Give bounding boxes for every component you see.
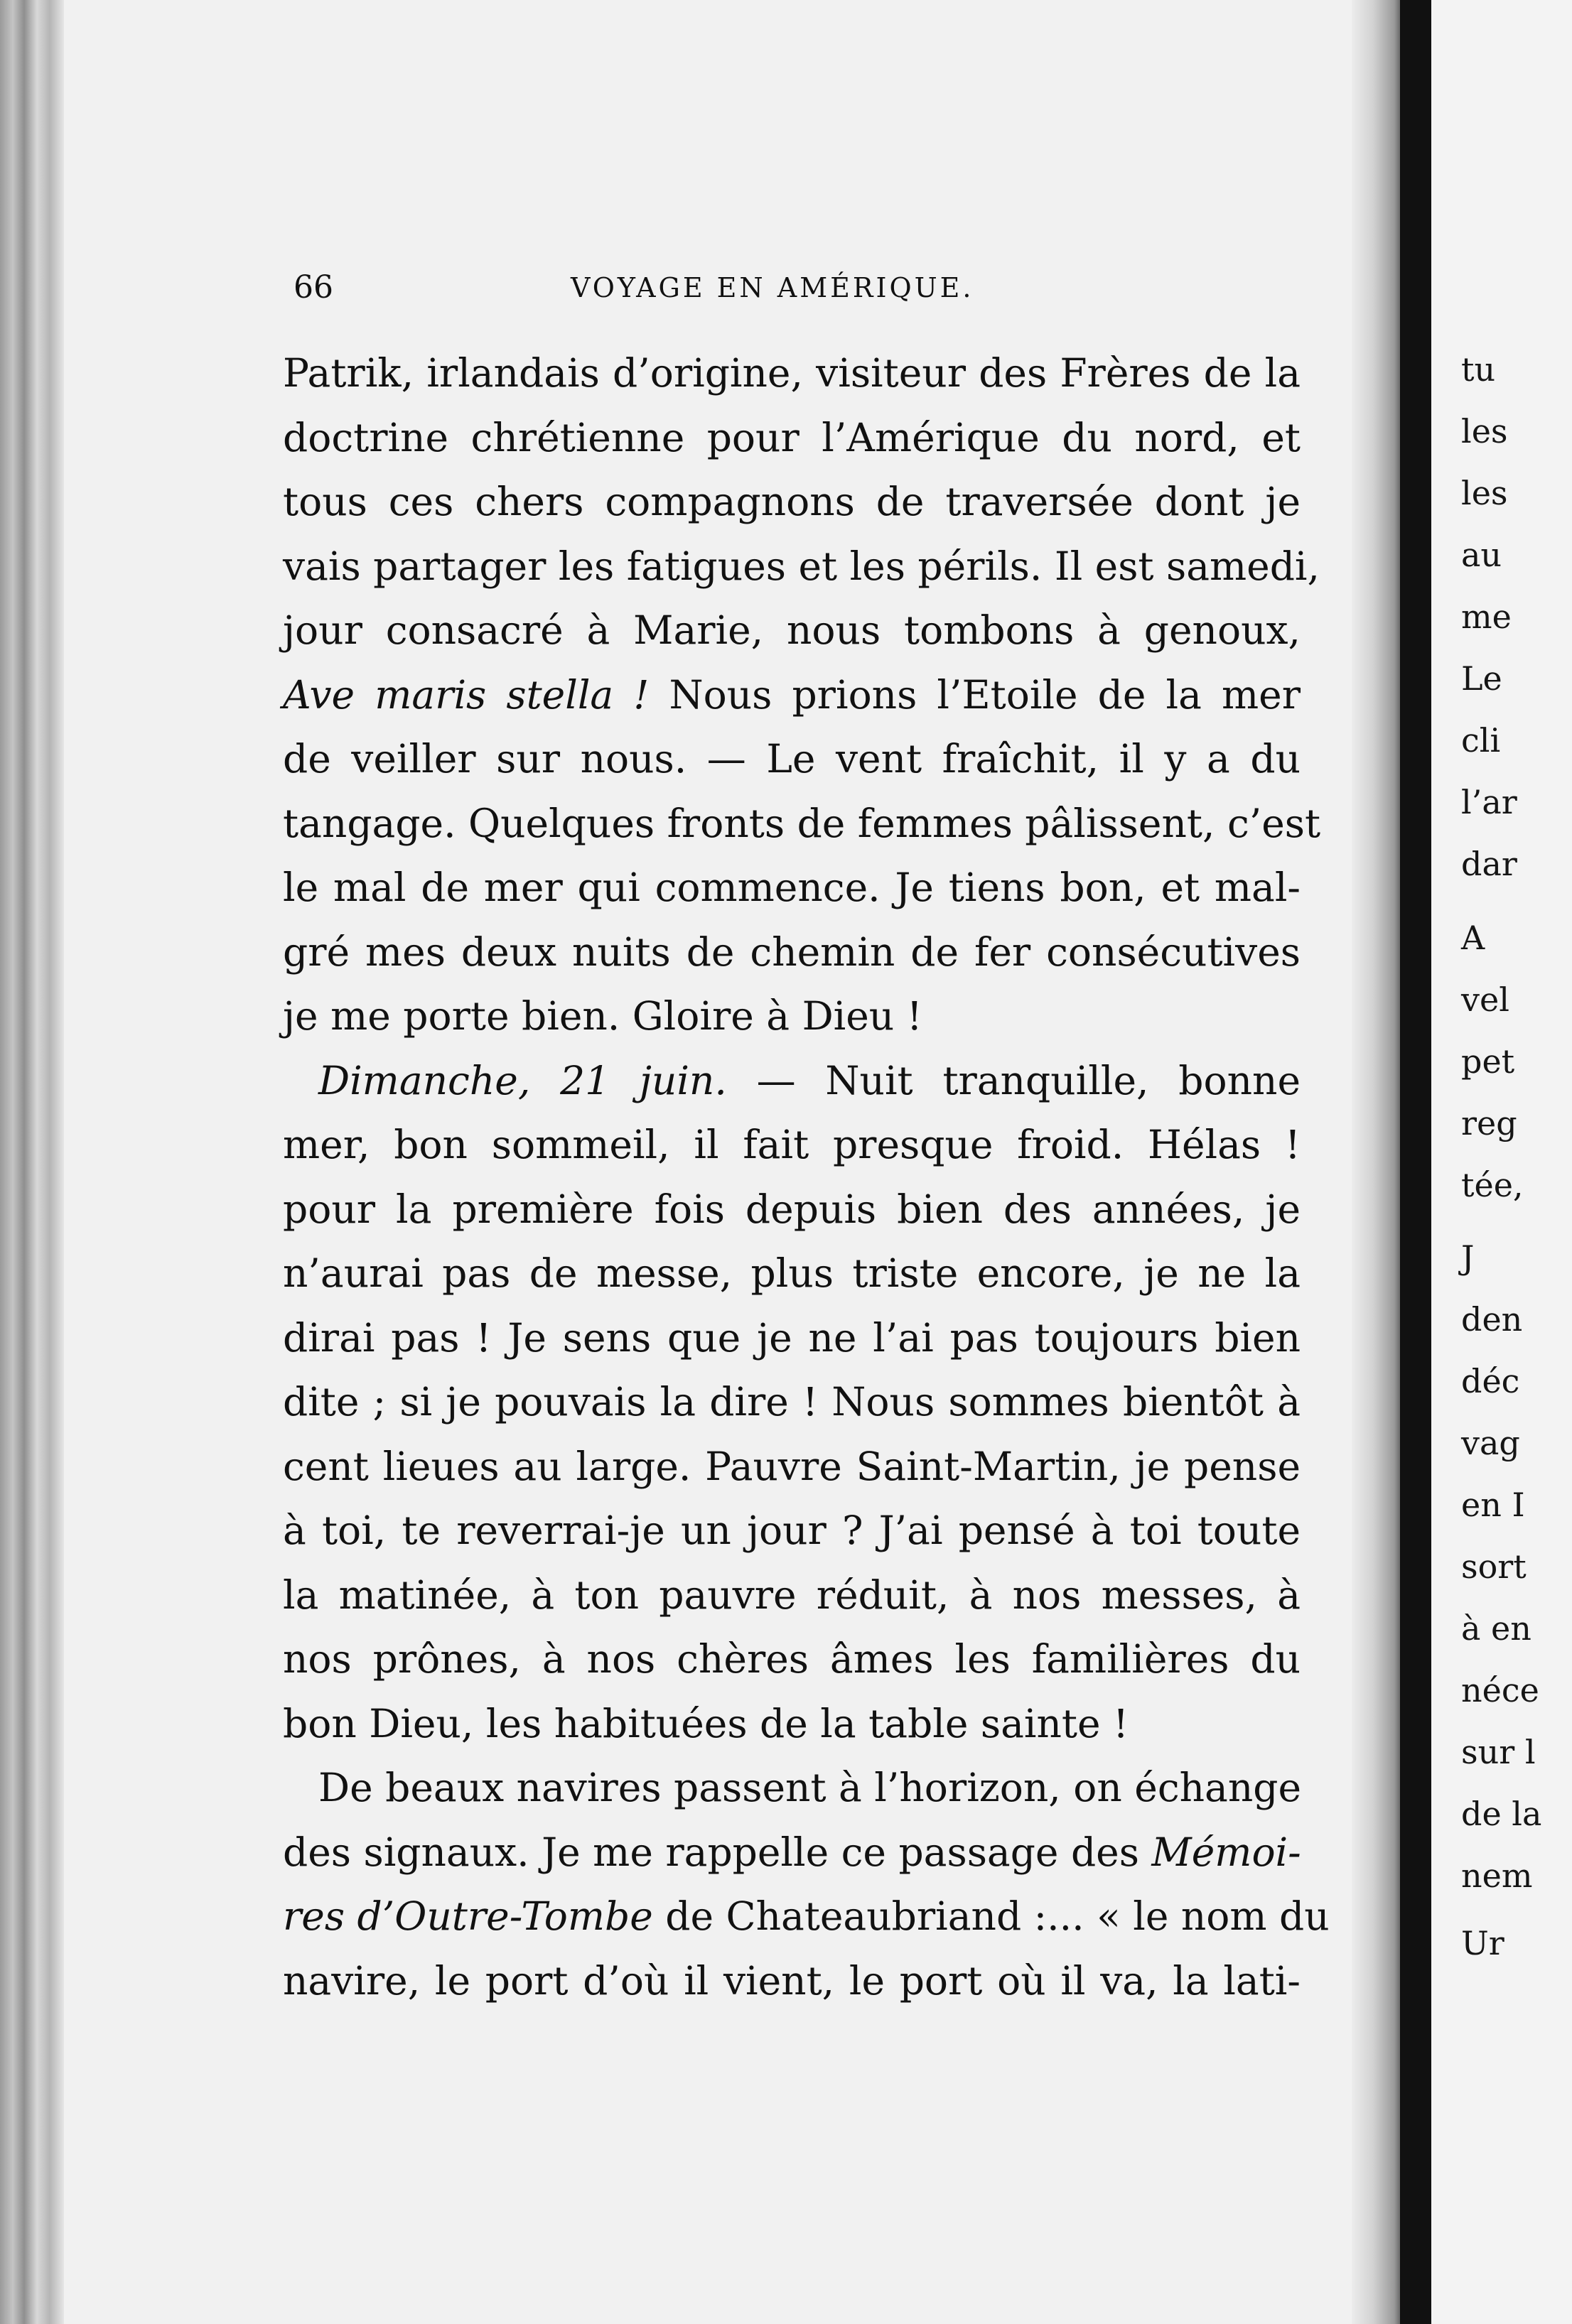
page-gutter	[1352, 0, 1400, 2324]
facing-page	[1431, 0, 1572, 2324]
facing-line: me	[1461, 598, 1512, 636]
text-line: le mal de mer qui commence. Je tiens bon, et mal-	[283, 865, 1301, 910]
facing-line: nem	[1461, 1857, 1533, 1895]
text-line: mer, bon sommeil, il fait presque froid. Hélas !	[283, 1122, 1301, 1167]
text-line: navire, le port d’où il vient, le port où il va, la lati-	[283, 1957, 1301, 2004]
facing-line: sort	[1461, 1547, 1527, 1586]
text-line: gré mes deux nuits de chemin de fer consécutives	[283, 929, 1301, 975]
italic-phrase: res d’Outre-Tombe	[283, 1893, 653, 1939]
text-line: jour consacré à Marie, nous tombons à genoux,	[283, 607, 1301, 653]
text-line: pour la première fois depuis bien des années, je	[283, 1186, 1301, 1232]
facing-line: den	[1461, 1300, 1523, 1339]
facing-line: au	[1461, 536, 1502, 574]
facing-line: les	[1461, 412, 1508, 450]
text-line: Patrik, irlandais d’origine, visiteur des Frères de la	[283, 350, 1301, 396]
facing-line: néce	[1461, 1671, 1539, 1709]
text-line: res d’Outre-Tombe de Chateaubriand :... « le nom du	[283, 1893, 1330, 1939]
facing-line: reg	[1461, 1104, 1517, 1142]
facing-line: cli	[1461, 721, 1501, 760]
facing-line: vel	[1461, 980, 1509, 1019]
facing-line: A	[1461, 919, 1485, 957]
text-line: Dimanche, 21 juin. — Nuit tranquille, bonne	[318, 1057, 1301, 1103]
facing-line: dar	[1461, 845, 1517, 883]
text-line: la matinée, à ton pauvre réduit, à nos messes, à	[283, 1572, 1301, 1618]
text-line: je me porte bien. Gloire à Dieu !	[283, 993, 922, 1039]
facing-line: déc	[1461, 1362, 1520, 1400]
body-text	[283, 341, 1330, 2013]
text-line: nos prônes, à nos chères âmes les familières du	[283, 1636, 1301, 1682]
text-line: doctrine chrétienne pour l’Amérique du nord, et	[283, 414, 1301, 460]
facing-line: les	[1461, 474, 1508, 512]
italic-phrase: Dimanche, 21 juin.	[318, 1057, 727, 1103]
facing-line: Ur	[1461, 1924, 1504, 1962]
facing-line: tu	[1461, 350, 1496, 389]
text-line: bon Dieu, les habituées de la table sainte !	[283, 1700, 1129, 1746]
binding-edge	[0, 0, 64, 2324]
facing-line: sur l	[1461, 1733, 1536, 1771]
facing-line: l’ar	[1461, 783, 1517, 821]
text-line: cent lieues au large. Pauvre Saint-Martin, je pense	[283, 1443, 1301, 1489]
page-number: 66	[294, 269, 333, 306]
text-line: De beaux navires passent à l’horizon, on échange	[318, 1765, 1302, 1810]
text-line: n’aurai pas de messe, plus triste encore, je ne la	[283, 1250, 1301, 1296]
text-line: vais partager les fatigues et les périls. Il est samedi,	[283, 543, 1320, 589]
facing-line: de la	[1461, 1795, 1542, 1833]
text-line: tangage. Quelques fronts de femmes pâlissent, c’est	[283, 800, 1321, 846]
italic-phrase: Ave maris stella !	[283, 671, 650, 718]
facing-line: tée,	[1461, 1166, 1524, 1204]
facing-line: vag	[1461, 1424, 1520, 1462]
running-header	[294, 263, 1317, 313]
text-line: dirai pas ! Je sens que je ne l’ai pas toujours bien	[283, 1314, 1301, 1361]
text-line: tous ces chers compagnons de traversée dont je	[283, 479, 1301, 524]
text-line: dite ; si je pouvais la dire ! Nous sommes bientôt à	[283, 1379, 1301, 1425]
text-line: à toi, te reverrai-je un jour ? J’ai pensé à toi toute	[283, 1508, 1301, 1553]
italic-phrase: Mémoi-	[1151, 1829, 1301, 1875]
facing-line: à en	[1461, 1609, 1531, 1648]
text-line: des signaux. Je me rappelle ce passage des Mémoi-	[283, 1829, 1301, 1875]
running-title: VOYAGE EN AMÉRIQUE.	[571, 272, 974, 303]
text-line: de veiller sur nous. — Le vent fraîchit, il y a du	[283, 736, 1301, 782]
facing-line: en I	[1461, 1486, 1525, 1524]
facing-line: Le	[1461, 659, 1502, 698]
text-line: Ave maris stella ! Nous prions l’Etoile de la mer	[283, 671, 1301, 718]
facing-line: pet	[1461, 1042, 1515, 1081]
book-spine	[1400, 0, 1431, 2324]
facing-line: J	[1461, 1238, 1475, 1277]
